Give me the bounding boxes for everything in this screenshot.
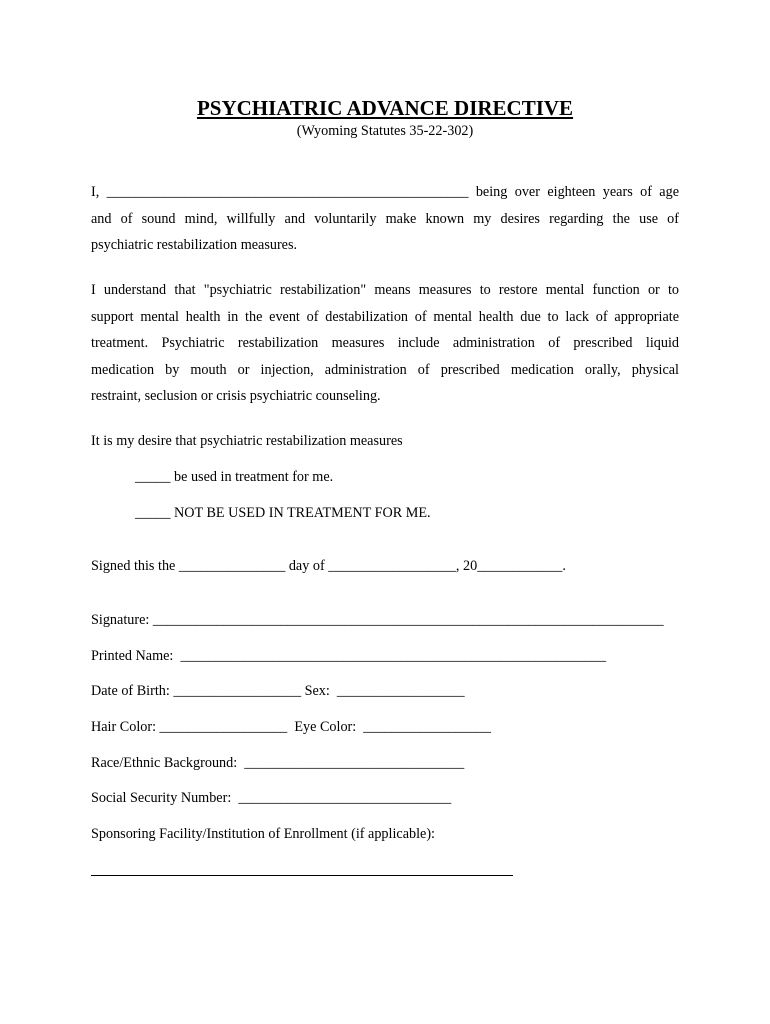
option-use-measures[interactable]: _____ be used in treatment for me.	[135, 469, 334, 485]
paragraph-line: and of sound mind, willfully and voluntarily make known my desires regarding the use of	[91, 210, 679, 227]
sponsoring-facility-blank[interactable]	[91, 875, 513, 876]
option-not-use-measures[interactable]: _____ NOT BE USED IN TREATMENT FOR ME.	[135, 505, 431, 521]
document-subtitle: (Wyoming Statutes 35-22-302)	[296, 123, 474, 139]
paragraph-line: medication by mouth or injection, administration of prescribed medication orally, physical	[91, 361, 679, 378]
signature-field[interactable]: Signature: ________________________________________________________________________	[91, 612, 664, 628]
declaration-paragraph	[91, 179, 679, 259]
paragraph-line: psychiatric restabilization measures.	[91, 237, 298, 254]
dob-sex-field[interactable]: Date of Birth: __________________ Sex: __________________	[91, 683, 465, 699]
sponsoring-facility-label: Sponsoring Facility/Institution of Enrollment (if applicable):	[91, 826, 435, 842]
paragraph-line: I understand that "psychiatric restabilization" means measures to restore mental function or to	[91, 282, 679, 298]
document-title: PSYCHIATRIC ADVANCE DIRECTIVE	[196, 96, 574, 120]
definition-paragraph	[91, 277, 679, 410]
desire-statement: It is my desire that psychiatric restabilization measures	[91, 433, 403, 449]
paragraph-line: treatment. Psychiatric restabilization measures include administration of prescribed liquid	[91, 335, 679, 352]
ssn-field[interactable]: Social Security Number: ______________________________	[91, 790, 452, 806]
paragraph-line: restraint, seclusion or crisis psychiatric counseling.	[91, 388, 381, 405]
hair-eye-color-field[interactable]: Hair Color: __________________ Eye Color: __________________	[91, 719, 491, 735]
paragraph-line: I, ___________________________________________________ being over eighteen years of age	[91, 184, 679, 200]
signed-date-line[interactable]: Signed this the _______________ day of __________________, 20____________.	[91, 558, 566, 574]
printed-name-field[interactable]: Printed Name: ____________________________________________________________	[91, 648, 607, 664]
paragraph-line: support mental health in the event of destabilization of mental health due to lack of appropriate	[91, 308, 679, 325]
race-ethnic-field[interactable]: Race/Ethnic Background: _______________________________	[91, 755, 465, 771]
